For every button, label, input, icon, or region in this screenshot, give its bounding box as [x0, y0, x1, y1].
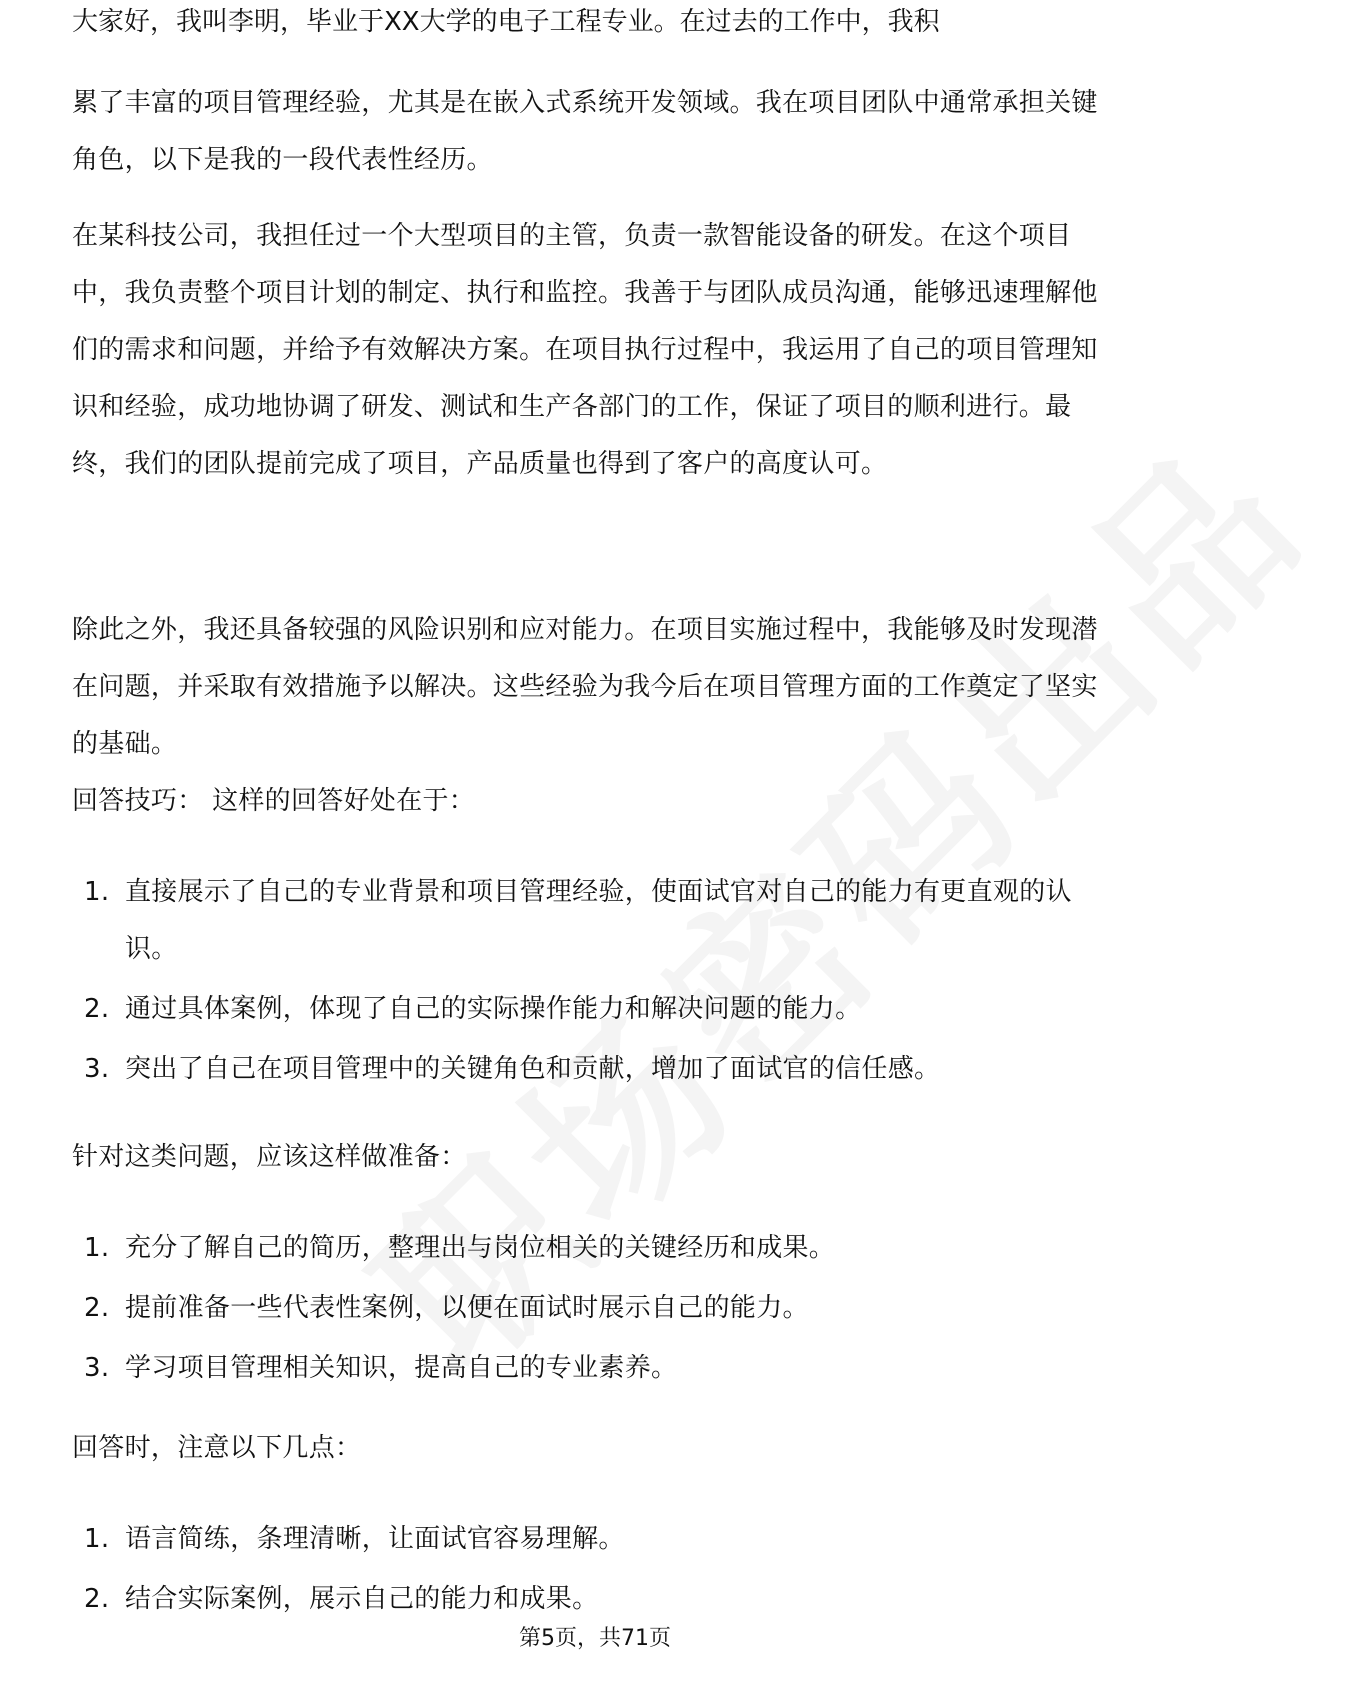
cut-off-line-text: 大家好，我叫李明，毕业于XX大学的电子工程专业。在过去的工作中，我积 [72, 7, 940, 37]
list-number: 1. [84, 1233, 110, 1263]
list-item [72, 1340, 1118, 1397]
list-item [72, 981, 1118, 1038]
tips-heading-text: 回答技巧： 这样的回答好处在于： [72, 786, 476, 816]
page-footer [0, 1624, 1190, 1654]
list-item-text: 突出了自己在项目管理中的关键角色和贡献，增加了面试官的信任感。 [125, 1054, 941, 1084]
notes-list [72, 1511, 1118, 1631]
list-item-text: 结合实际案例，展示自己的能力和成果。 [125, 1584, 599, 1614]
list-number: 3. [84, 1054, 110, 1084]
tips-list [72, 864, 1118, 1101]
list-number: 3. [84, 1353, 110, 1383]
list-item-text: 语言简练，条理清晰，让面试官容易理解。 [125, 1524, 625, 1554]
list-item-text: 学习项目管理相关知识，提高自己的专业素养。 [125, 1353, 678, 1383]
list-item [72, 864, 1118, 978]
paragraph-2-text: 在某科技公司，我担任过一个大型项目的主管，负责一款智能设备的研发。在这个项目中，我负责整个项目计划的制定、执行和监控。我善于与团队成员沟通，能够迅速理解他们的需求和问题，并给予有效解决方案。在项目执行过程中，我运用了自己的项目管理知识和经验，成功地协调了研发、测试和生产各部门的工作，保证了项目的顺利进行。最终，我们的团队提前完成了项目，产品质量也得到了客户的高度认可。 [72, 221, 1098, 479]
paragraph-1 [72, 75, 1118, 189]
cut-off-line [72, 7, 1118, 50]
paragraph-1-text: 累了丰富的项目管理经验，尤其是在嵌入式系统开发领域。我在项目团队中通常承担关键角色，以下是我的一段代表性经历。 [72, 88, 1098, 175]
list-item-text: 直接展示了自己的专业背景和项目管理经验，使面试官对自己的能力有更直观的认识。 [125, 877, 1072, 964]
list-item-text: 充分了解自己的简历，整理出与岗位相关的关键经历和成果。 [125, 1233, 836, 1263]
list-item [72, 1041, 1118, 1098]
list-item [72, 1280, 1118, 1337]
list-item [72, 1511, 1118, 1568]
list-number: 2. [84, 994, 110, 1024]
prep-list [72, 1220, 1118, 1400]
list-item-text: 通过具体案例，体现了自己的实际操作能力和解决问题的能力。 [125, 994, 862, 1024]
prep-heading-text: 针对这类问题，应该这样做准备： [72, 1142, 467, 1172]
list-number: 1. [84, 1524, 110, 1554]
notes-heading-text: 回答时，注意以下几点： [72, 1433, 362, 1463]
list-number: 2. [84, 1293, 110, 1323]
tips-heading [72, 773, 1118, 830]
list-number: 2. [84, 1584, 110, 1614]
paragraph-3 [72, 602, 1118, 773]
notes-heading [72, 1420, 1118, 1477]
page-number: 第5页，共71页 [519, 1626, 671, 1651]
list-number: 1. [84, 877, 110, 907]
paragraph-2 [72, 208, 1118, 493]
paragraph-3-text: 除此之外，我还具备较强的风险识别和应对能力。在项目实施过程中，我能够及时发现潜在问题，并采取有效措施予以解决。这些经验为我今后在项目管理方面的工作奠定了坚实的基础。 [72, 615, 1098, 759]
prep-heading [72, 1129, 1118, 1186]
list-item [72, 1220, 1118, 1277]
list-item [72, 1571, 1118, 1628]
list-item-text: 提前准备一些代表性案例，以便在面试时展示自己的能力。 [125, 1293, 809, 1323]
